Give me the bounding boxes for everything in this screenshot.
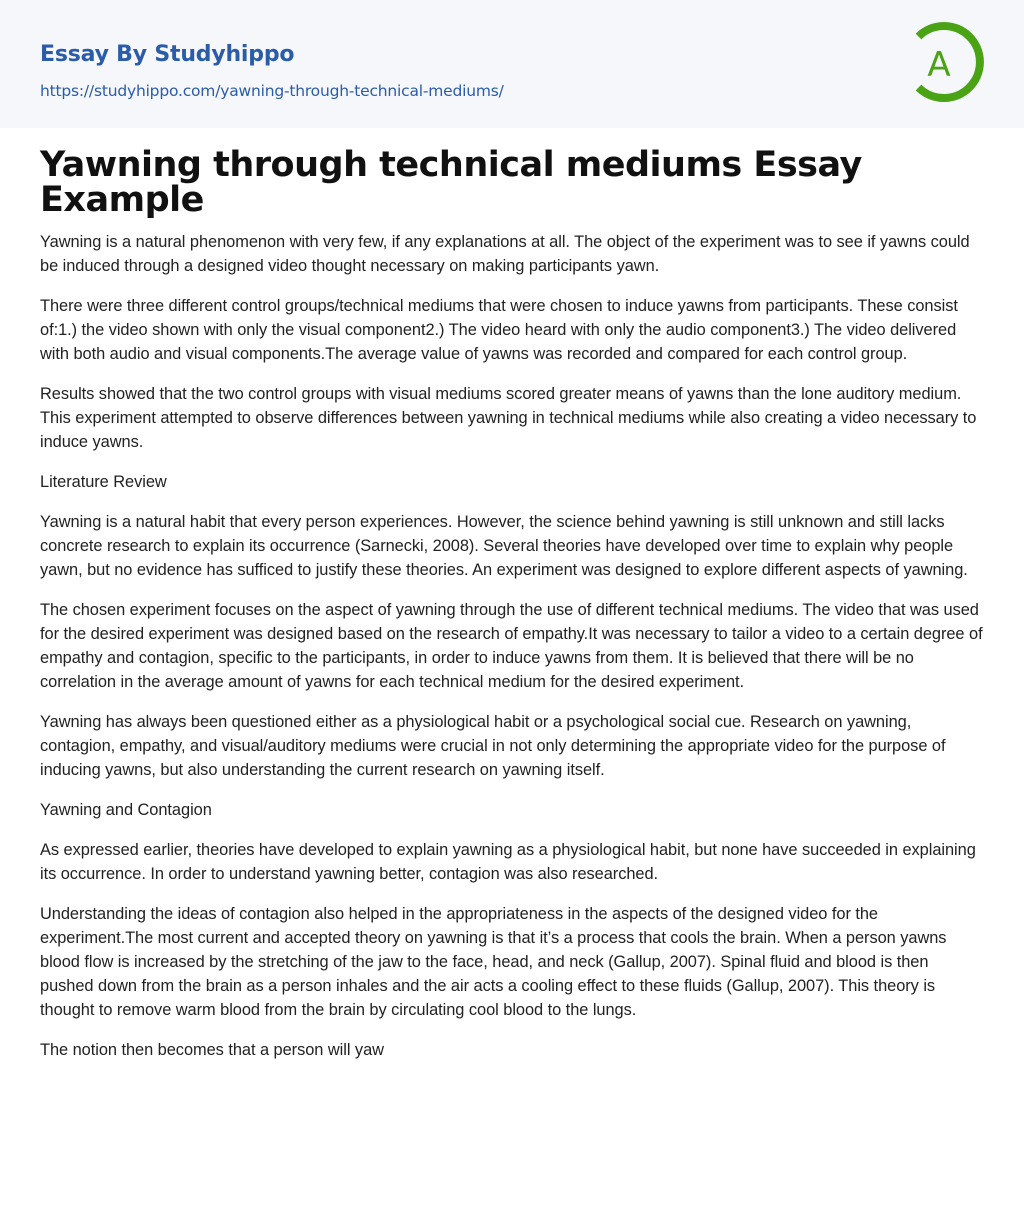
paragraph-contagion-1: As expressed earlier, theories have developed to explain yawning as a physiological habit, but none have succeeded in explaining its occurrence. In order to understand yawning better, contagion was also researched. [40,841,976,883]
studyhippo-a-logo-icon[interactable] [906,20,988,104]
paragraph-control-groups: There were three different control groups/technical mediums that were chosen to induce yawns from participants. These consist of:1.) the video shown with only the visual component2.) The video heard with only the audio component3.) The video delivered with both audio and visual components.The average value of yawns was recorded and compared for each control group. [40,297,958,363]
paragraph-intro: Yawning is a natural phenomenon with very few, if any explanations at all. The object of the experiment was to see if yawns could be induced through a designed video thought necessary on making participants yawn. [40,233,970,275]
paragraph-literature-1: Yawning is a natural habit that every person experiences. However, the science behind yawning is still unknown and still lacks concrete research to explain its occurrence (Sarnecki, 2008). Several theories have developed over time to explain why people yawn, but no evidence has sufficed to justify these theories. An experiment was designed to explore different aspects of yawning. [40,513,968,579]
section-heading-yawning-and-contagion: Yawning and Contagion [40,801,212,819]
logo-letter: A [927,45,951,85]
page-title: Yawning through technical mediums Essay Example [40,145,862,220]
paragraph-contagion-2: Understanding the ideas of contagion also helped in the appropriateness in the aspects of the designed video for the experiment.The most current and accepted theory on yawning is that it’s a process that cools the brain. When a person yawns blood flow is increased by the stretching of the jaw to the face, head, and neck (Gallup, 2007). Spinal fluid and blood is then pushed down from the brain as a person inhales and the air acts a cooling effect to these fluids (Gallup, 2007). This theory is thought to remove warm blood from the brain by circulating cool blood to the lungs. [40,905,947,1019]
site-header [0,0,1024,128]
essay-url-link[interactable]: https://studyhippo.com/yawning-through-technical-mediums/ [40,82,504,100]
paragraph-literature-3: Yawning has always been questioned either as a physiological habit or a psychological social cue. Research on yawning, contagion, empathy, and visual/auditory mediums were crucial in not only determining the appropriate video for the purpose of inducing yawns, but also understanding the current research on yawning itself. [40,713,946,779]
paragraph-literature-2: The chosen experiment focuses on the aspect of yawning through the use of different technical mediums. The video that was used for the desired experiment was designed based on the research of empathy.It was necessary to tailor a video to a certain degree of empathy and contagion, specific to the participants, in order to induce yawns from them. It is believed that there will be no correlation in the average amount of yawns for each technical medium for the desired experiment. [40,601,983,691]
article [0,128,1024,1118]
paragraph-results: Results showed that the two control groups with visual mediums scored greater means of yawns than the lone auditory medium. This experiment attempted to observe differences between yawning in technical mediums while also creating a video necessary to induce yawns. [40,385,977,451]
paragraph-truncated: The notion then becomes that a person will yaw [40,1041,384,1059]
section-heading-literature-review: Literature Review [40,473,167,491]
brand-title: Essay By Studyhippo [40,42,295,67]
